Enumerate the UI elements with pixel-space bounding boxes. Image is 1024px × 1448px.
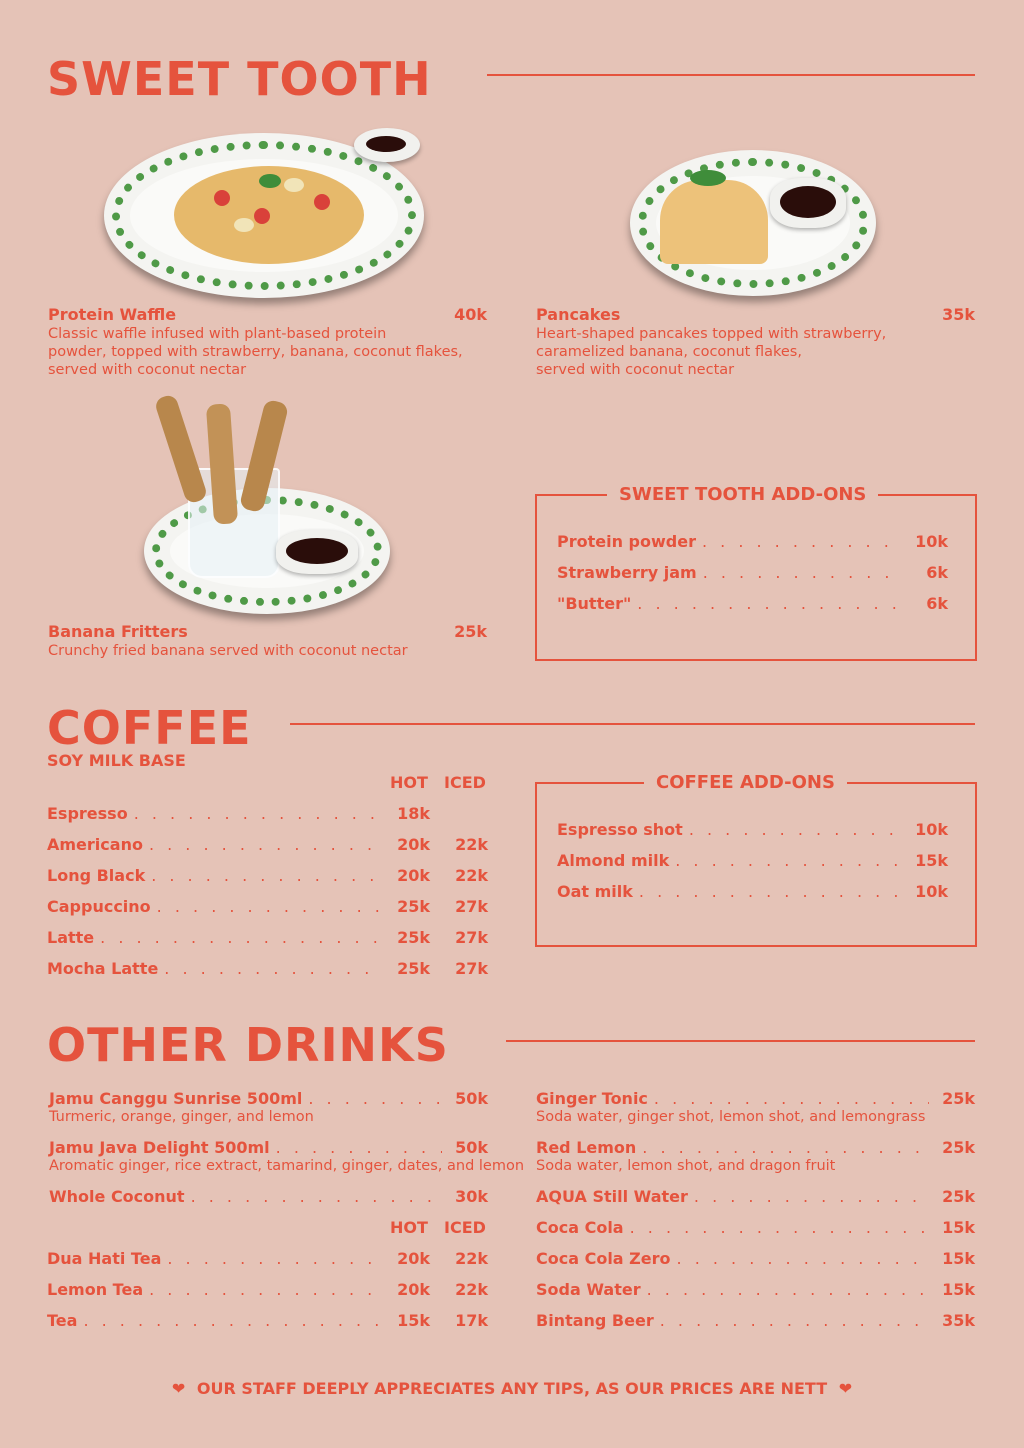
drink-row: Ginger Tonic . . . 25k (536, 1089, 975, 1108)
menu-item-name: Banana Fritters (48, 622, 188, 641)
addons-title: SWEET TOOTH ADD-ONS (607, 484, 878, 505)
coffee-row: Latte . . . 25k 27k (47, 928, 488, 947)
drink-row: Whole Coconut . . . 30k (49, 1187, 488, 1206)
drink-description: Turmeric, orange, ginger, and lemon (49, 1109, 314, 1125)
addon-row: Strawberry jam . . . 6k (557, 563, 948, 582)
protein-waffle-photo (104, 128, 434, 303)
coffee-subtitle: SOY MILK BASE (47, 751, 186, 770)
drink-row: Soda Water . . . 15k (536, 1280, 975, 1299)
footer (0, 1379, 1024, 1398)
menu-item-name: Pancakes (536, 305, 621, 324)
menu-item-description: Classic waffle infused with plant-based protein powder, topped with strawberry, banana, coconut flakes, served with coconut nectar (48, 326, 463, 378)
drink-row: Coca Cola Zero . . . 15k (536, 1249, 975, 1268)
heart-icon: ❤ (838, 1379, 853, 1398)
tea-row: Dua Hati Tea . . . 20k 22k (47, 1249, 488, 1268)
section-title-sweet-tooth: SWEET TOOTH (47, 52, 432, 106)
drink-row: Bintang Beer . . . 35k (536, 1311, 975, 1330)
coffee-row: Espresso . . . 18k (47, 804, 488, 823)
coffee-row: Americano . . . 20k 22k (47, 835, 488, 854)
drink-row: Jamu Canggu Sunrise 500ml . . . 50k (49, 1089, 488, 1108)
menu-item-description: Crunchy fried banana served with coconut nectar (48, 643, 408, 659)
heart-icon: ❤ (171, 1379, 186, 1398)
drink-row: Jamu Java Delight 500ml . . . 50k (49, 1138, 488, 1157)
section-title-other-drinks: OTHER DRINKS (47, 1018, 449, 1072)
drink-row: Coca Cola . . . 15k (536, 1218, 975, 1237)
section-title-coffee: COFFEE (47, 701, 252, 755)
menu-item-price: 40k (454, 305, 487, 324)
divider (487, 74, 975, 76)
coffee-row: Mocha Latte . . . 25k 27k (47, 959, 488, 978)
divider (290, 723, 975, 725)
addon-row: Espresso shot . . . 10k (557, 820, 948, 839)
hot-header: HOT (390, 773, 428, 792)
hot-header: HOT (390, 1218, 428, 1237)
coffee-row: Long Black . . . 20k 22k (47, 866, 488, 885)
addon-row: "Butter" . . . 6k (557, 594, 948, 613)
addon-row: Protein powder . . . 10k (557, 532, 948, 551)
menu-item-name: Protein Waffle (48, 305, 177, 324)
divider (506, 1040, 975, 1042)
addon-row: Almond milk . . . 15k (557, 851, 948, 870)
addon-row: Oat milk . . . 10k (557, 882, 948, 901)
drink-description: Soda water, ginger shot, lemon shot, and lemongrass (536, 1109, 926, 1125)
iced-header: ICED (444, 1218, 486, 1237)
menu-item-description: Heart-shaped pancakes topped with strawberry, caramelized banana, coconut flakes, served with coconut nectar (536, 326, 887, 378)
pancakes-photo (630, 150, 880, 300)
drink-description: Soda water, lemon shot, and dragon fruit (536, 1158, 836, 1174)
menu-item-price: 25k (454, 622, 487, 641)
drink-row: Red Lemon . . . 25k (536, 1138, 975, 1157)
menu-item-price: 35k (942, 305, 975, 324)
footer-text: OUR STAFF DEEPLY APPRECIATES ANY TIPS, AS OUR PRICES ARE NETT (196, 1379, 828, 1398)
iced-header: ICED (444, 773, 486, 792)
addons-title: COFFEE ADD-ONS (644, 772, 847, 793)
drink-row: AQUA Still Water . . . 25k (536, 1187, 975, 1206)
tea-row: Lemon Tea . . . 20k 22k (47, 1280, 488, 1299)
banana-fritters-photo (140, 390, 395, 620)
tea-row: Tea . . . 15k 17k (47, 1311, 488, 1330)
drink-description: Aromatic ginger, rice extract, tamarind, ginger, dates, and lemon (49, 1158, 525, 1174)
coffee-row: Cappuccino . . . 25k 27k (47, 897, 488, 916)
